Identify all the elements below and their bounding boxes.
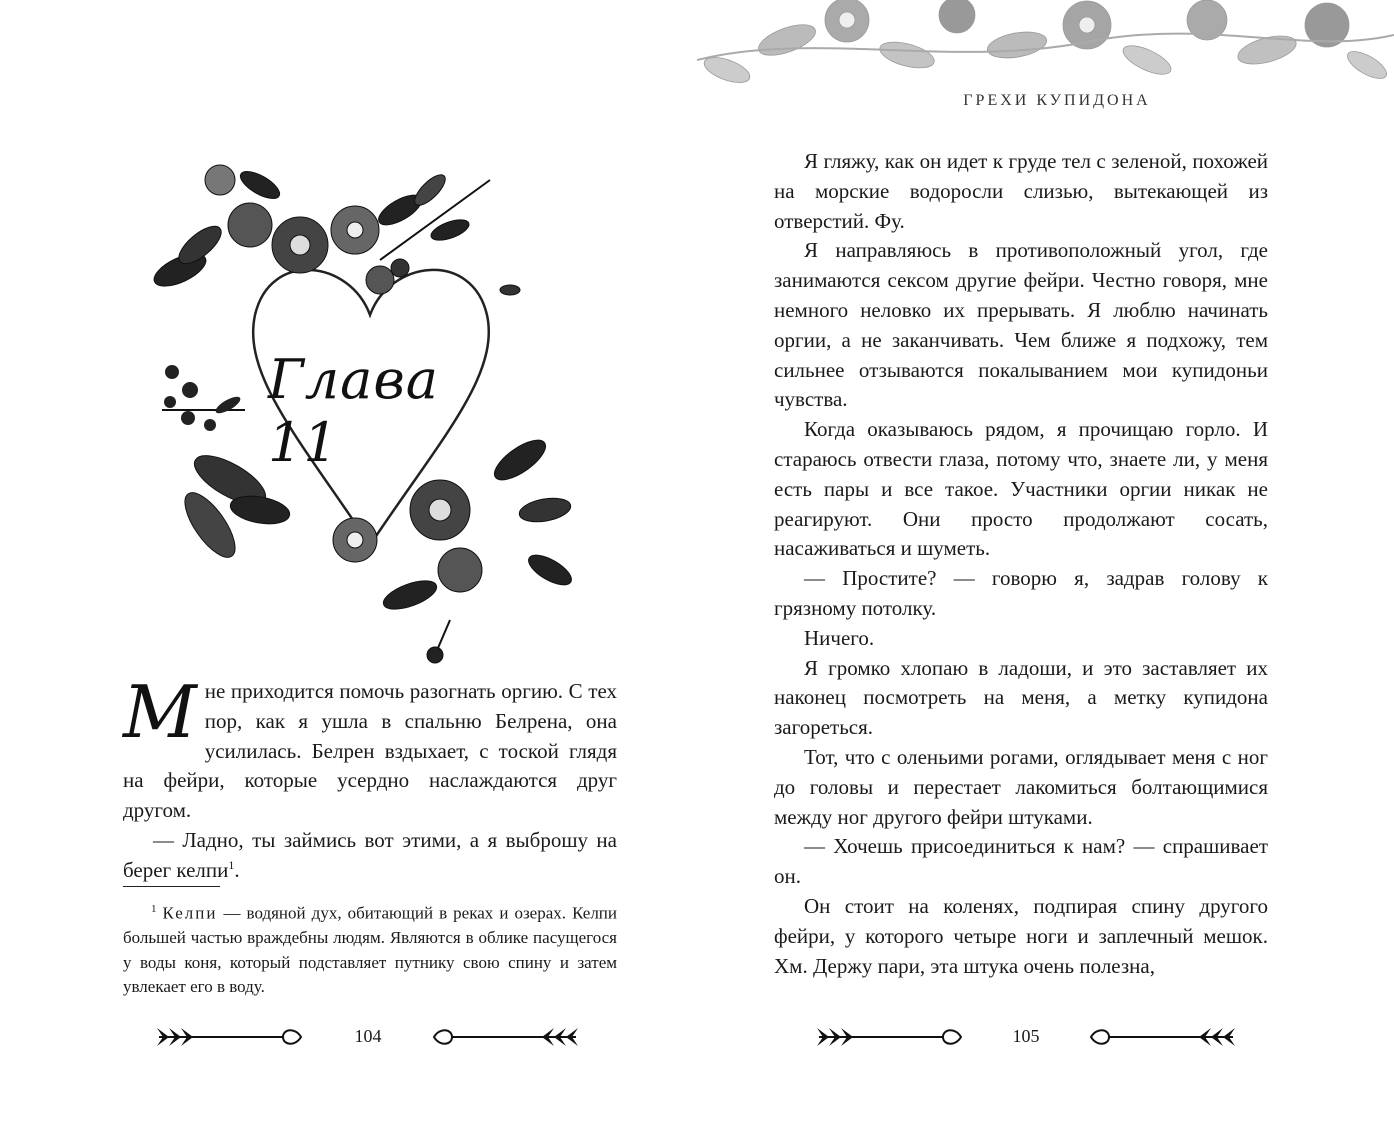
footnote-number: 1: [151, 903, 157, 915]
paragraph: Я громко хлопаю в ладоши, и это заставляет их наконец посмотреть на меня, а метку купидона загореться.: [774, 655, 1268, 740]
paragraph: Я гляжу, как он идет к груде тел с зеленой, похожей на морские водоросли слизью, вытекающей из отверстий. Фу.: [774, 149, 1268, 233]
paragraph: Он стоит на коленях, подпирая спину другого фейри, у которого четыре ноги и заплечный мешок. Хм. Держу пари, эта штука очень полезна,: [774, 893, 1268, 978]
paragraph: Ничего.: [804, 625, 875, 650]
footnote-divider: [123, 886, 220, 887]
footnote-text: — водяной дух, обитающий в реках и озерах. Келпи большей частью враждебны людям. Являются в облике пасущегося у воды коня, который подставляет путнику свою спину и затем увлекает его в воду.: [123, 903, 617, 997]
paragraph-text: — Ладно, ты займись вот этими, а я выброшу на берег келпи: [123, 827, 617, 882]
first-paragraph: [123, 670, 617, 826]
right-page: [697, 0, 1394, 1125]
left-body-text: [123, 670, 617, 886]
footnote: [123, 897, 617, 1000]
paragraph: Я направляюсь в противоположный угол, где занимаются сексом другие фейри. Честно говоря, мне немного неловко их прерывать. Я люблю начинать оргии, а не заканчивать. Чем ближе я подхожу, тем сильнее отзываются покалыванием мои купидоньи чувства.: [774, 238, 1268, 412]
footnote-reference[interactable]: 1: [228, 857, 235, 872]
cupid-arrow-left-icon: [815, 1024, 965, 1050]
drop-cap: М: [123, 670, 197, 754]
chapter-title: Глава 11: [268, 348, 439, 474]
paragraph: Тот, что с оленьими рогами, оглядывает меня с ног до головы и перестает лакомиться болтающимися между ног другого фейри штуками.: [774, 744, 1268, 829]
running-head: ГРЕХИ КУПИДОНА: [963, 92, 1151, 109]
page-number-left: 104: [354, 1026, 382, 1046]
footnote-paragraph: [123, 897, 617, 1000]
paragraph: — Хочешь присоединиться к нам? — спрашивает он.: [774, 834, 1268, 889]
cupid-arrow-right-icon: [1087, 1024, 1237, 1050]
cupid-arrow-left-icon: [155, 1024, 305, 1050]
paragraph-text: не приходится помочь разогнать оргию. С тех пор, как я ушла в спальню Белрена, она усилилась. Белрен вздыхает, с тоской глядя на фейри, которые усердно наслаждаются друг другом.: [123, 679, 617, 823]
page-number-right: 105: [1012, 1026, 1040, 1046]
cupid-arrow-right-icon: [430, 1024, 580, 1050]
paragraph: — Простите? — говорю я, задрав голову к грязному потолку.: [774, 566, 1268, 620]
footnote-term: Келпи: [162, 903, 218, 923]
paragraph: — Ладно, ты займись вот этими, а я выброшу на берег келпи$^1$.: [123, 827, 617, 882]
right-body-text: [774, 147, 1268, 981]
paragraph: Когда оказываюсь рядом, я прочищаю горло. И стараюсь отвести глаза, потому что, знаете ли, у меня есть пары и все такое. Участники оргии никак не реагируют. Они просто продолжают сосать, насаживаться и шуметь.: [774, 417, 1268, 561]
